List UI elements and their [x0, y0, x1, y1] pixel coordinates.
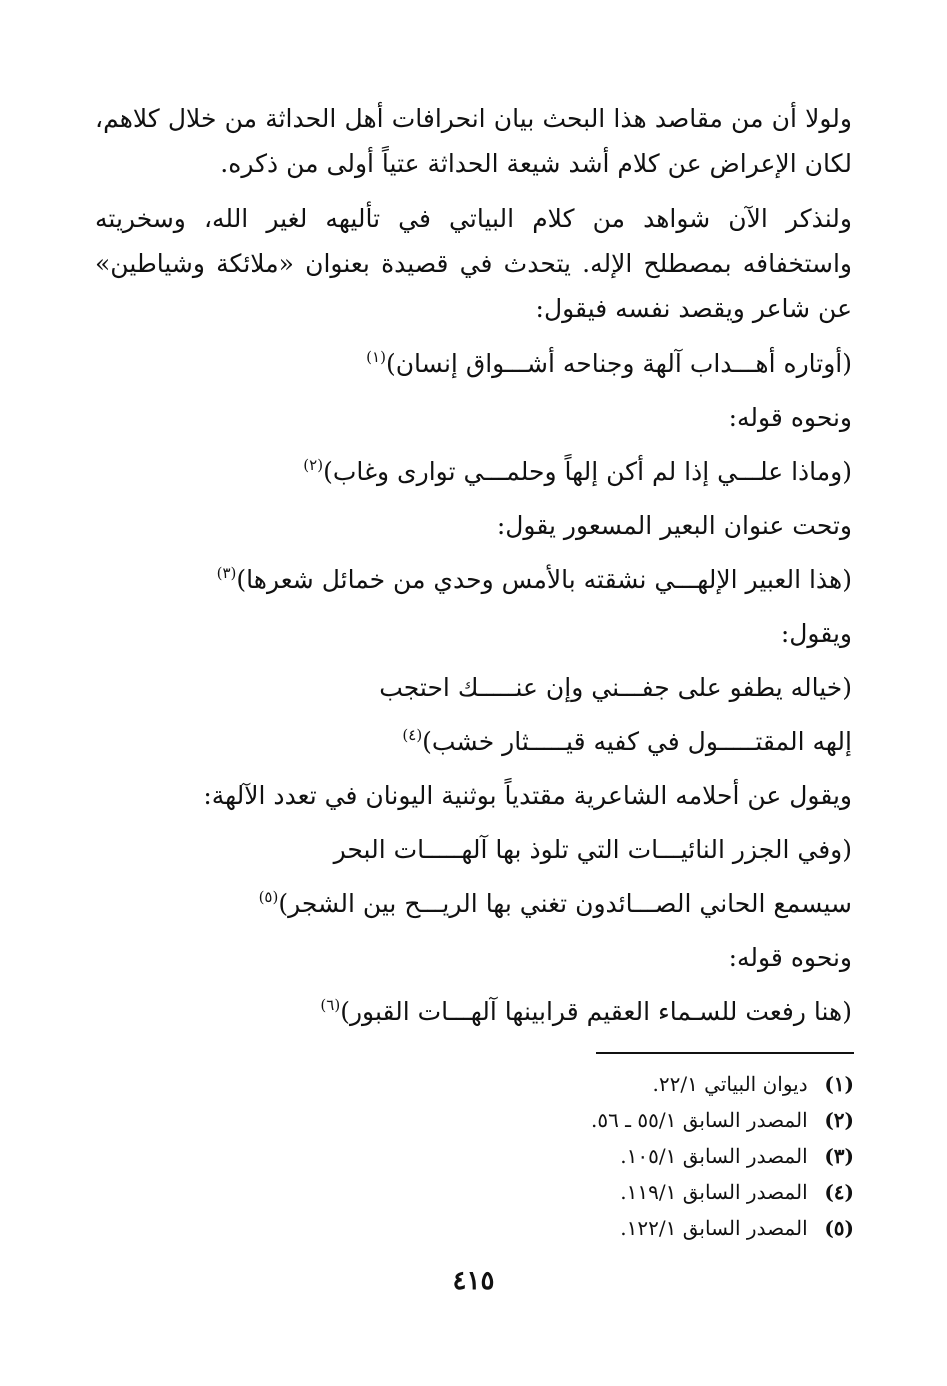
verse-text: (وماذا علـــي إذا لم أكن إلهاً وحلمـــي توارى وغاب) [323, 457, 852, 486]
text-line-12 [95, 935, 852, 980]
main-text [95, 96, 852, 1043]
footnote-item [354, 1066, 854, 1102]
footnote-item [354, 1174, 854, 1210]
verse-line-13 [95, 989, 852, 1034]
verse-text: (أوتاره أهـــداب آلهة وجناحه أشـــواق إنسان) [385, 349, 852, 378]
text-line-9 [95, 773, 852, 818]
footnote-text: المصدر السابق ٥٥/١ ـ ٥٦. [590, 1108, 808, 1132]
footnote-text: ديوان البياتي ٢٢/١. [652, 1072, 808, 1096]
text-line-4 [95, 503, 852, 548]
footnotes [354, 1066, 854, 1246]
footnote-item [354, 1102, 854, 1138]
text-line-2 [95, 395, 852, 440]
verse-line-8 [95, 719, 852, 764]
verse-text: (وفي الجزر النائيـــات التي تلوذ بها آلهـــــات البحر [333, 835, 852, 864]
verse-text: (هنا رفعت للسـماء العقيم قرابينها آلهـــات القبور) [340, 997, 852, 1026]
paragraph-intro: ولولا أن من مقاصد هذا البحث بيان انحرافات أهل الحداثة من خلال كلاهم، لكان الإعراض عن كلام أشد شيعة الحداثة عتياً أولى من ذكره. [95, 104, 852, 178]
footnote-text: المصدر السابق ١٢٢/١. [620, 1216, 808, 1240]
line-text: ونحوه قوله: [728, 403, 852, 432]
line-text: ويقول عن أحلامه الشاعرية مقتدياً بوثنية اليونان في تعدد الآلهة: [203, 781, 852, 810]
verse-line-11 [95, 881, 852, 926]
text-line-6 [95, 611, 852, 656]
footnote-number: (٥) [824, 1216, 854, 1240]
paragraph-evidence: ولنذكر الآن شواهد من كلام البياتي في تأليهه لغير الله، وسخريته واستخفافه بمصطلح الإله. يتحدث في قصيدة بعنوان «ملائكة وشياطين» عن شاعر ويقصد نفسه فيقول: [95, 204, 852, 323]
footnote-separator [596, 1052, 854, 1054]
footnote-ref[interactable]: (١) [366, 348, 386, 366]
verse-text: (خياله يطفو على جفـــني وإن عنـــــك احتجب [379, 673, 852, 702]
footnote-number: (٢) [824, 1108, 854, 1132]
page-number: ٤١٥ [452, 1266, 495, 1296]
footnote-ref[interactable]: (٦) [320, 996, 341, 1014]
footnote-item [354, 1210, 854, 1246]
line-text: ونحوه قوله: [728, 943, 852, 972]
verse-text: إلهه المقتـــــول في كفيه قيـــــثار خشب) [422, 727, 852, 756]
footnote-number: (٤) [824, 1180, 854, 1204]
line-text: وتحت عنوان البعير المسعور يقول: [496, 511, 852, 540]
verse-text: سيسمع الحاني الصـــائدون تغني بها الريـــح بين الشجر) [278, 889, 852, 918]
footnote-ref[interactable]: (٥) [258, 888, 279, 906]
verse-line-7 [95, 665, 852, 710]
verse-text: (هذا العبير الإلهـــي نشقته بالأمس وحدي من خمائل شعرها) [236, 565, 852, 594]
footnote-number: (١) [824, 1072, 854, 1096]
verse-line-5 [95, 557, 852, 602]
footnote-number: (٣) [824, 1144, 854, 1168]
footnote-item [354, 1138, 854, 1174]
verse-line-10 [95, 827, 852, 872]
footnote-ref[interactable]: (٢) [303, 456, 324, 474]
footnote-text: المصدر السابق ١١٩/١. [620, 1180, 808, 1204]
line-text: ويقول: [780, 619, 852, 648]
verse-line-1 [95, 341, 852, 386]
verse-line-3 [95, 449, 852, 494]
footnote-ref[interactable]: (٤) [402, 726, 423, 744]
footnote-text: المصدر السابق ١٠٥/١. [620, 1144, 808, 1168]
footnote-ref[interactable]: (٣) [216, 564, 237, 582]
